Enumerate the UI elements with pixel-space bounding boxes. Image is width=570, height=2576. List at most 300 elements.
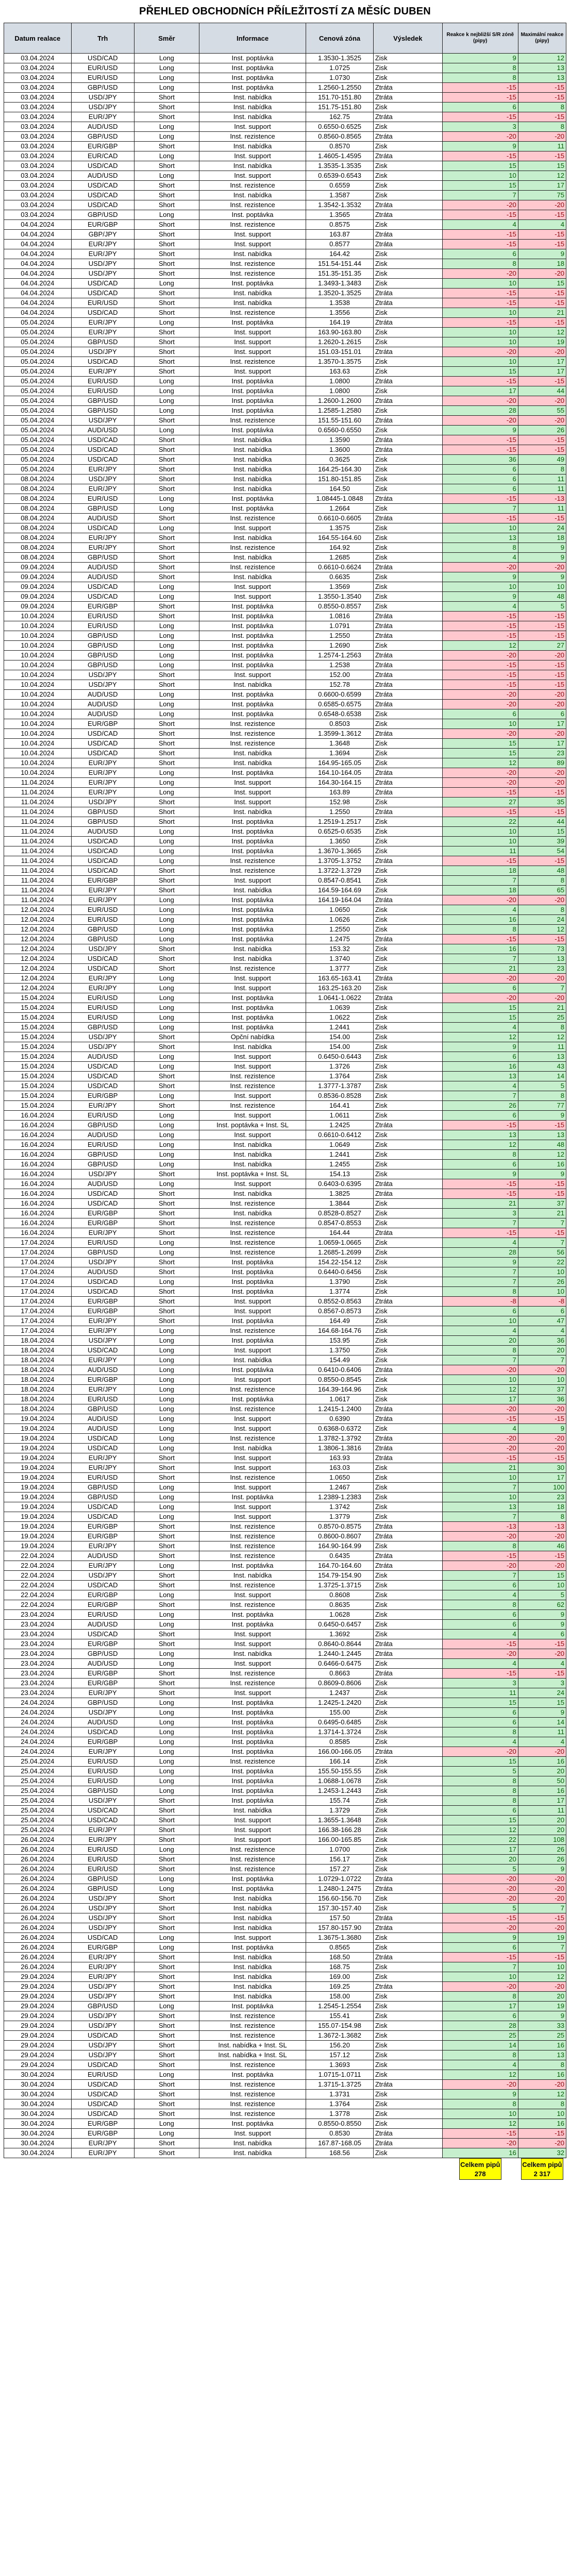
cell-reaction-pips: 15 xyxy=(442,367,518,377)
cell-reaction-pips: 4 xyxy=(442,553,518,563)
table-row xyxy=(4,308,566,318)
opportunities-table xyxy=(4,23,566,2158)
cell-date: 15.04.2024 xyxy=(4,1042,72,1052)
cell-direction: Short xyxy=(134,1913,199,1923)
table-row xyxy=(4,2031,566,2041)
cell-max-reaction: 36 xyxy=(518,1395,566,1404)
cell-market: USD/CAD xyxy=(71,1081,134,1091)
table-row xyxy=(4,621,566,631)
cell-result: Ztráta xyxy=(373,1747,442,1757)
cell-result: Zisk xyxy=(373,1786,442,1796)
cell-direction: Long xyxy=(134,895,199,905)
cell-market: AUD/USD xyxy=(71,827,134,837)
cell-info: Inst. nabídka xyxy=(199,484,306,494)
cell-market: EUR/JPY xyxy=(71,758,134,768)
cell-max-reaction: -15 xyxy=(518,289,566,298)
cell-info: Inst. poptávka xyxy=(199,1943,306,1953)
cell-result: Ztráta xyxy=(373,445,442,455)
cell-price-zone: 0.6585-0.6575 xyxy=(306,700,374,709)
cell-max-reaction: 15 xyxy=(518,279,566,289)
cell-info: Inst. poptávka xyxy=(199,494,306,504)
cell-info: Inst. rezistence xyxy=(199,2031,306,2041)
cell-max-reaction: 8 xyxy=(518,103,566,112)
cell-date: 23.04.2024 xyxy=(4,1669,72,1679)
cell-date: 23.04.2024 xyxy=(4,1679,72,1688)
table-row xyxy=(4,289,566,298)
table-row xyxy=(4,837,566,846)
cell-info: Inst. rezistence xyxy=(199,1532,306,1541)
cell-info: Inst. poptávka xyxy=(199,1287,306,1297)
cell-market: EUR/GBP xyxy=(71,1307,134,1316)
cell-date: 18.04.2024 xyxy=(4,1404,72,1414)
header-max-reaction: Maximální reakce (pipy) xyxy=(518,23,566,54)
table-row xyxy=(4,142,566,151)
cell-result: Ztráta xyxy=(373,1639,442,1649)
cell-direction: Long xyxy=(134,1365,199,1375)
cell-direction: Short xyxy=(134,357,199,367)
cell-direction: Short xyxy=(134,2021,199,2031)
table-row xyxy=(4,592,566,602)
cell-max-reaction: -15 xyxy=(518,2129,566,2139)
cell-info: Inst. nabídka xyxy=(199,944,306,954)
cell-reaction-pips: 10 xyxy=(442,1972,518,1982)
cell-price-zone: 0.6450-0.6443 xyxy=(306,1052,374,1062)
cell-reaction-pips: -15 xyxy=(442,445,518,455)
cell-market: EUR/JPY xyxy=(71,768,134,778)
cell-result: Zisk xyxy=(373,1013,442,1023)
cell-info: Inst. poptávka xyxy=(199,1884,306,1894)
cell-max-reaction: 16 xyxy=(518,2070,566,2080)
cell-price-zone: 157.12 xyxy=(306,2050,374,2060)
cell-price-zone: 1.0730 xyxy=(306,73,374,83)
cell-reaction-pips: 4 xyxy=(442,602,518,612)
cell-direction: Long xyxy=(134,1786,199,1796)
cell-date: 08.04.2024 xyxy=(4,474,72,484)
cell-reaction-pips: 6 xyxy=(442,1943,518,1953)
cell-max-reaction: -15 xyxy=(518,680,566,690)
cell-price-zone: 1.3725-1.3715 xyxy=(306,1581,374,1590)
cell-result: Zisk xyxy=(373,337,442,347)
total-max-value: 2 317 xyxy=(533,2170,551,2178)
cell-price-zone: 0.8609-0.8606 xyxy=(306,1679,374,1688)
cell-max-reaction: -20 xyxy=(518,269,566,279)
cell-price-zone: 1.2550 xyxy=(306,807,374,817)
cell-price-zone: 154.49 xyxy=(306,1355,374,1365)
table-row xyxy=(4,1032,566,1042)
cell-price-zone: 151.54-151.44 xyxy=(306,259,374,269)
total-pips-box xyxy=(459,2158,501,2180)
cell-date: 03.04.2024 xyxy=(4,210,72,220)
cell-reaction-pips: 8 xyxy=(442,543,518,553)
cell-price-zone: 1.2600-1.2600 xyxy=(306,396,374,406)
cell-market: EUR/GBP xyxy=(71,1639,134,1649)
cell-direction: Short xyxy=(134,337,199,347)
cell-result: Zisk xyxy=(373,1806,442,1816)
cell-result: Ztráta xyxy=(373,1913,442,1923)
cell-date: 19.04.2024 xyxy=(4,1424,72,1434)
cell-date: 24.04.2024 xyxy=(4,1737,72,1747)
cell-direction: Long xyxy=(134,63,199,73)
cell-max-reaction: 89 xyxy=(518,758,566,768)
cell-market: USD/CAD xyxy=(71,1630,134,1639)
cell-direction: Short xyxy=(134,680,199,690)
cell-price-zone: 1.2560-1.2550 xyxy=(306,83,374,93)
cell-result: Ztráta xyxy=(373,856,442,866)
cell-price-zone: 1.08445-1.0848 xyxy=(306,494,374,504)
cell-date: 30.04.2024 xyxy=(4,2099,72,2109)
cell-reaction-pips: -15 xyxy=(442,377,518,386)
cell-market: GBP/USD xyxy=(71,210,134,220)
table-row xyxy=(4,1737,566,1747)
cell-info: Inst. poptávka xyxy=(199,602,306,612)
cell-price-zone: 154.79-154.90 xyxy=(306,1571,374,1581)
cell-price-zone: 154.00 xyxy=(306,1042,374,1052)
cell-result: Zisk xyxy=(373,465,442,474)
cell-price-zone: 151.70-151.80 xyxy=(306,93,374,103)
cell-result: Ztráta xyxy=(373,230,442,240)
cell-date: 05.04.2024 xyxy=(4,318,72,328)
cell-direction: Short xyxy=(134,2080,199,2090)
cell-info: Inst. support xyxy=(199,1512,306,1522)
table-row xyxy=(4,690,566,700)
cell-result: Ztráta xyxy=(373,993,442,1003)
cell-info: Inst. nabídka xyxy=(199,1894,306,1904)
cell-price-zone: 164.10-164.05 xyxy=(306,768,374,778)
cell-max-reaction: -20 xyxy=(518,974,566,984)
table-row xyxy=(4,1767,566,1776)
cell-max-reaction: -20 xyxy=(518,1434,566,1444)
cell-market: EUR/USD xyxy=(71,1610,134,1620)
cell-date: 19.04.2024 xyxy=(4,1444,72,1453)
cell-price-zone: 0.8547-0.8541 xyxy=(306,876,374,886)
cell-info: Inst. support xyxy=(199,1307,306,1316)
cell-result: Zisk xyxy=(373,1160,442,1170)
cell-max-reaction: -15 xyxy=(518,660,566,670)
cell-reaction-pips: -15 xyxy=(442,670,518,680)
cell-price-zone: 1.3590 xyxy=(306,435,374,445)
table-row xyxy=(4,1316,566,1326)
cell-market: AUD/USD xyxy=(71,690,134,700)
cell-date: 29.04.2024 xyxy=(4,2060,72,2070)
cell-reaction-pips: 21 xyxy=(442,1199,518,1209)
cell-reaction-pips: -15 xyxy=(442,631,518,641)
cell-info: Inst. support xyxy=(199,1062,306,1072)
cell-result: Zisk xyxy=(373,1150,442,1160)
cell-direction: Long xyxy=(134,641,199,651)
cell-date: 29.04.2024 xyxy=(4,2021,72,2031)
cell-price-zone: 1.3692 xyxy=(306,1630,374,1639)
cell-reaction-pips: 7 xyxy=(442,1091,518,1101)
cell-info: Inst. rezistence xyxy=(199,269,306,279)
cell-market: USD/CAD xyxy=(71,200,134,210)
cell-price-zone: 164.68-164.76 xyxy=(306,1326,374,1336)
cell-market: USD/CAD xyxy=(71,1434,134,1444)
cell-max-reaction: 55 xyxy=(518,406,566,416)
cell-info: Inst. poptávka xyxy=(199,817,306,827)
cell-result: Zisk xyxy=(373,1267,442,1277)
cell-info: Inst. nabídka xyxy=(199,1571,306,1581)
cell-max-reaction: 10 xyxy=(518,1962,566,1972)
cell-max-reaction: -20 xyxy=(518,1747,566,1757)
cell-max-reaction: -15 xyxy=(518,240,566,249)
cell-direction: Short xyxy=(134,93,199,103)
table-row xyxy=(4,866,566,876)
cell-reaction-pips: 15 xyxy=(442,161,518,171)
cell-direction: Long xyxy=(134,1943,199,1953)
cell-price-zone: 1.3675-1.3680 xyxy=(306,1933,374,1943)
cell-result: Zisk xyxy=(373,572,442,582)
table-row xyxy=(4,709,566,719)
cell-date: 11.04.2024 xyxy=(4,886,72,895)
cell-date: 08.04.2024 xyxy=(4,494,72,504)
cell-reaction-pips: 36 xyxy=(442,455,518,465)
cell-price-zone: 1.3693 xyxy=(306,2060,374,2070)
cell-reaction-pips: 5 xyxy=(442,1865,518,1874)
cell-market: EUR/GBP xyxy=(71,1297,134,1307)
cell-date: 11.04.2024 xyxy=(4,788,72,798)
cell-reaction-pips: 13 xyxy=(442,1502,518,1512)
cell-reaction-pips: -20 xyxy=(442,729,518,739)
cell-reaction-pips: 8 xyxy=(442,1541,518,1551)
cell-date: 11.04.2024 xyxy=(4,876,72,886)
cell-max-reaction: 7 xyxy=(518,984,566,993)
cell-reaction-pips: 4 xyxy=(442,1590,518,1600)
cell-date: 26.04.2024 xyxy=(4,1923,72,1933)
cell-price-zone: 1.2437 xyxy=(306,1688,374,1698)
cell-market: EUR/USD xyxy=(71,612,134,621)
cell-reaction-pips: 3 xyxy=(442,1679,518,1688)
table-row xyxy=(4,416,566,426)
cell-info: Inst. rezistence xyxy=(199,719,306,729)
cell-result: Zisk xyxy=(373,543,442,553)
cell-result: Zisk xyxy=(373,142,442,151)
totals-area xyxy=(4,2158,566,2189)
cell-market: USD/CAD xyxy=(71,308,134,318)
cell-result: Ztráta xyxy=(373,298,442,308)
cell-price-zone: 1.0800 xyxy=(306,377,374,386)
cell-price-zone: 163.03 xyxy=(306,1463,374,1473)
cell-result: Ztráta xyxy=(373,1649,442,1659)
cell-result: Zisk xyxy=(373,2021,442,2031)
cell-result: Ztráta xyxy=(373,660,442,670)
table-row xyxy=(4,1081,566,1091)
table-row xyxy=(4,1414,566,1424)
cell-info: Inst. poptávka xyxy=(199,1336,306,1346)
cell-info: Inst. nabídka xyxy=(199,142,306,151)
cell-date: 17.04.2024 xyxy=(4,1307,72,1316)
cell-max-reaction: 20 xyxy=(518,1767,566,1776)
cell-market: EUR/JPY xyxy=(71,533,134,543)
cell-reaction-pips: 7 xyxy=(442,1355,518,1365)
cell-date: 10.04.2024 xyxy=(4,680,72,690)
table-row xyxy=(4,1806,566,1816)
cell-direction: Long xyxy=(134,1708,199,1718)
cell-direction: Long xyxy=(134,700,199,709)
cell-direction: Long xyxy=(134,1091,199,1101)
cell-result: Zisk xyxy=(373,1473,442,1483)
cell-result: Ztráta xyxy=(373,729,442,739)
cell-direction: Short xyxy=(134,230,199,240)
cell-date: 24.04.2024 xyxy=(4,1727,72,1737)
cell-price-zone: 0.8577 xyxy=(306,240,374,249)
cell-info: Inst. rezistence xyxy=(199,1248,306,1258)
cell-market: USD/JPY xyxy=(71,670,134,680)
cell-info: Inst. rezistence xyxy=(199,2109,306,2119)
cell-direction: Long xyxy=(134,1326,199,1336)
cell-date: 08.04.2024 xyxy=(4,514,72,523)
cell-info: Inst. nabídka xyxy=(199,1913,306,1923)
table-row xyxy=(4,1649,566,1659)
cell-market: EUR/JPY xyxy=(71,1825,134,1835)
cell-price-zone: 164.30-164.15 xyxy=(306,778,374,788)
table-row xyxy=(4,1277,566,1287)
table-row xyxy=(4,279,566,289)
cell-date: 24.04.2024 xyxy=(4,1718,72,1727)
table-row xyxy=(4,1639,566,1649)
cell-max-reaction: -20 xyxy=(518,347,566,357)
cell-reaction-pips: 8 xyxy=(442,1346,518,1355)
cell-max-reaction: 18 xyxy=(518,259,566,269)
cell-price-zone: 0.6539-0.6543 xyxy=(306,171,374,181)
cell-date: 16.04.2024 xyxy=(4,1228,72,1238)
table-row xyxy=(4,974,566,984)
cell-result: Zisk xyxy=(373,1776,442,1786)
cell-date: 11.04.2024 xyxy=(4,807,72,817)
table-row xyxy=(4,768,566,778)
cell-direction: Short xyxy=(134,347,199,357)
cell-reaction-pips: 6 xyxy=(442,474,518,484)
cell-date: 03.04.2024 xyxy=(4,63,72,73)
cell-reaction-pips: 6 xyxy=(442,103,518,112)
cell-price-zone: 156.60-156.70 xyxy=(306,1894,374,1904)
cell-market: EUR/GBP xyxy=(71,1590,134,1600)
table-row xyxy=(4,318,566,328)
cell-date: 19.04.2024 xyxy=(4,1532,72,1541)
cell-max-reaction: 36 xyxy=(518,1336,566,1346)
cell-result: Zisk xyxy=(373,1062,442,1072)
cell-market: GBP/USD xyxy=(71,1786,134,1796)
cell-date: 23.04.2024 xyxy=(4,1620,72,1630)
cell-info: Inst. poptávka xyxy=(199,837,306,846)
cell-price-zone: 0.6440-0.6456 xyxy=(306,1267,374,1277)
table-row xyxy=(4,612,566,621)
cell-price-zone: 158.00 xyxy=(306,1992,374,2002)
cell-direction: Long xyxy=(134,690,199,700)
cell-info: Inst. poptávka xyxy=(199,2002,306,2011)
cell-market: AUD/USD xyxy=(71,1424,134,1434)
cell-date: 03.04.2024 xyxy=(4,93,72,103)
cell-result: Ztráta xyxy=(373,83,442,93)
cell-info: Inst. poptávka xyxy=(199,1277,306,1287)
cell-result: Ztráta xyxy=(373,1884,442,1894)
cell-max-reaction: -20 xyxy=(518,1649,566,1659)
cell-date: 26.04.2024 xyxy=(4,1855,72,1865)
cell-reaction-pips: 6 xyxy=(442,1708,518,1718)
cell-result: Ztráta xyxy=(373,435,442,445)
cell-info: Inst. nabídka xyxy=(199,1160,306,1170)
cell-result: Ztráta xyxy=(373,612,442,621)
cell-market: USD/JPY xyxy=(71,1336,134,1346)
cell-info: Inst. support xyxy=(199,1502,306,1512)
table-row xyxy=(4,1023,566,1032)
cell-info: Inst. poptávka xyxy=(199,651,306,660)
table-row xyxy=(4,1698,566,1708)
cell-max-reaction: 23 xyxy=(518,964,566,974)
cell-info: Inst. rezistence xyxy=(199,1541,306,1551)
cell-price-zone: 0.6548-0.6538 xyxy=(306,709,374,719)
cell-result: Ztráta xyxy=(373,377,442,386)
cell-market: USD/CAD xyxy=(71,1346,134,1355)
cell-direction: Short xyxy=(134,161,199,171)
cell-reaction-pips: 10 xyxy=(442,1316,518,1326)
cell-market: AUD/USD xyxy=(71,1659,134,1669)
cell-market: EUR/JPY xyxy=(71,249,134,259)
cell-info: Inst. support xyxy=(199,2129,306,2139)
cell-result: Zisk xyxy=(373,1962,442,1972)
cell-max-reaction: -20 xyxy=(518,1444,566,1453)
cell-direction: Long xyxy=(134,1845,199,1855)
cell-reaction-pips: 10 xyxy=(442,2109,518,2119)
cell-date: 16.04.2024 xyxy=(4,1209,72,1218)
cell-reaction-pips: 4 xyxy=(442,220,518,230)
cell-direction: Short xyxy=(134,533,199,543)
cell-price-zone: 162.75 xyxy=(306,112,374,122)
cell-date: 05.04.2024 xyxy=(4,337,72,347)
cell-market: EUR/JPY xyxy=(71,240,134,249)
table-row xyxy=(4,915,566,925)
cell-market: EUR/GBP xyxy=(71,2129,134,2139)
cell-price-zone: 163.93 xyxy=(306,1453,374,1463)
cell-market: EUR/JPY xyxy=(71,1463,134,1473)
cell-direction: Long xyxy=(134,1727,199,1737)
cell-info: Inst. support xyxy=(199,1130,306,1140)
cell-max-reaction: 14 xyxy=(518,1718,566,1727)
cell-market: USD/JPY xyxy=(71,680,134,690)
table-row xyxy=(4,181,566,191)
table-row xyxy=(4,729,566,739)
cell-reaction-pips: 8 xyxy=(442,1992,518,2002)
cell-info: Inst. nabídka xyxy=(199,807,306,817)
cell-reaction-pips: 8 xyxy=(442,1727,518,1737)
cell-market: USD/JPY xyxy=(71,474,134,484)
table-row xyxy=(4,200,566,210)
cell-direction: Short xyxy=(134,181,199,191)
cell-result: Zisk xyxy=(373,1972,442,1982)
cell-reaction-pips: -15 xyxy=(442,856,518,866)
cell-info: Inst. poptávka + Inst. SL xyxy=(199,1121,306,1130)
cell-date: 12.04.2024 xyxy=(4,984,72,993)
table-row xyxy=(4,112,566,122)
cell-reaction-pips: 15 xyxy=(442,1013,518,1023)
cell-direction: Short xyxy=(134,1865,199,1874)
cell-market: USD/CAD xyxy=(71,2109,134,2119)
cell-market: EUR/GBP xyxy=(71,1091,134,1101)
table-row xyxy=(4,1453,566,1463)
cell-direction: Short xyxy=(134,1855,199,1865)
cell-result: Ztráta xyxy=(373,200,442,210)
cell-info: Inst. poptávka xyxy=(199,1610,306,1620)
cell-market: EUR/JPY xyxy=(71,1228,134,1238)
cell-market: GBP/USD xyxy=(71,641,134,651)
cell-max-reaction: 8 xyxy=(518,465,566,474)
cell-reaction-pips: -15 xyxy=(442,612,518,621)
cell-market: USD/CAD xyxy=(71,846,134,856)
cell-info: Inst. support xyxy=(199,788,306,798)
cell-price-zone: 1.2455 xyxy=(306,1160,374,1170)
table-row xyxy=(4,1913,566,1923)
cell-price-zone: 164.44 xyxy=(306,1228,374,1238)
cell-reaction-pips: 16 xyxy=(442,2148,518,2158)
